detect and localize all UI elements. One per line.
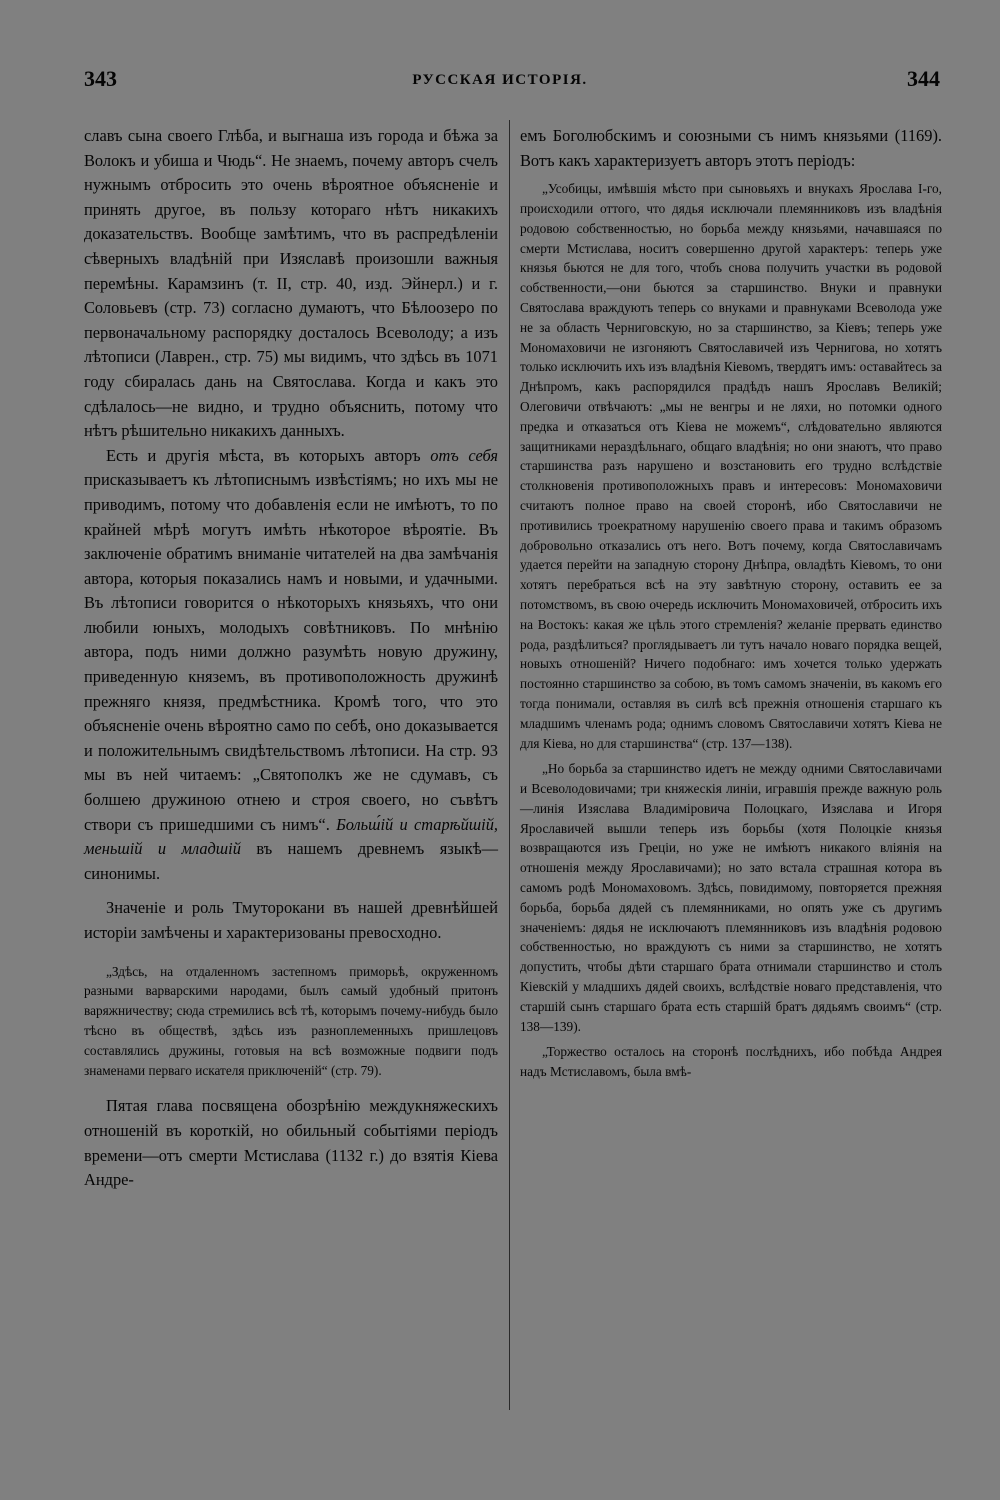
block-quote: „Здѣсь, на отдаленномъ застепномъ приморьѣ, окруженномъ разными варварскими народами, былъ самый удобный притонъ варяжничеству; сюда стремились всѣ тѣ, которымъ почему-нибудь было тѣсно въ обществѣ, здѣсь изъ разноплеменныхъ пришлецовъ составлялись дружины, готовыя на всѣ возможные подвиги подъ знаменами перваго искателя приключеній“ (стр. 79). bbox=[84, 963, 498, 1078]
text-run: Есть и другія мѣста, въ которыхъ авторъ bbox=[106, 445, 431, 465]
block-quote: „Но борьба за старшинство идетъ не между одними Святославичами и Всеволодовичами; три княжескія линіи, игравшія прежде важную роль—линія Изяслава Владиміровича Полоцкаго, Изяслава и Игоря Ярославичей вышли теперь изъ борьбы (хотя Полоцкіе князья возвращаются изъ Греціи, но уже не имѣютъ никакого вліянія на отношенія между Ярославичами); но зато встала страшная котора въ самомъ родѣ Мономаховомъ. Здѣсь, повидимому, повторяется прежняя борьба, борьба дядей съ племянниками, но опять уже съ другимъ значеніемъ: дядья не исключаютъ племянниковъ изъ владѣнія родовою собственностью, но враждуютъ съ ними за старшинство, не хотятъ допустить, чтобы дѣти старшаго брата отнимали старшинство и столъ Кіевскій у младшихъ дядей своихъ, вслѣдствіе новаго представленія, что старшій сынъ старшаго брата есть старшій братъ дядьямъ своимъ“ (стр. 138—139). bbox=[520, 761, 942, 1034]
running-title: РУССКАЯ ИСТОРІЯ. bbox=[412, 72, 588, 88]
paragraph bbox=[84, 444, 498, 887]
paragraph: славъ сына своего Глѣба, и выгнаша изъ города и бѣжа за Волокъ и убиша и Чюдь“. Не знаемъ, почему авторъ счелъ нужнымъ отбросить это очень вѣроятное объясненіе и принять другое, въ пользу котораго нѣтъ никакихъ доказательствъ. Вообще замѣтимъ, что въ распредѣленіи сѣверныхъ владѣній при Изяславѣ произошли важныя перемѣны. Карамзинъ (т. II, стр. 40, изд. Эйнерл.) и г. Соловьевъ (стр. 73) согласно думаютъ, что Бѣлоозеро по первоначальному распорядку досталось Всеволоду; а изъ лѣтописи (Лаврен., стр. 75) мы видимъ, что здѣсь въ 1071 году сбиралась дань на Святослава. Когда и какъ это сдѣлалось—не видно, и трудно объяснить, потому что нѣтъ рѣшительно никакихъ данныхъ. bbox=[84, 126, 498, 441]
block-quote: „Усобицы, имѣвшія мѣсто при сыновьяхъ и внукахъ Ярослава I-го, происходили оттого, что дядья исключали племянниковъ изъ владѣнія родовою собственностью, но борьба между князьями, начавшаяся по смерти Мстислава, носитъ совершенно другой характеръ: теперь уже князья бьются не для того, чтобъ снова получить участки въ родовой собственности,—они бьются за старшинство. Внуки и правнуки Святослава враждуютъ теперь со внуками и правнуками Всеволода уже не за область Черниговскую, но за старшинство, за Кіевъ; теперь уже Мономаховичи не изгоняютъ Святославичей изъ Чернигова, но хотятъ только исключить ихъ изъ владѣнія Кіевомъ, твердятъ имъ: оставайтесь за Днѣпромъ, какъ распорядился прадѣдъ нашъ Ярославъ Великій; Олеговичи отвѣчаютъ: „мы не венгры и не ляхи, но потомки одного предка и отказаться отъ Кіева не можемъ“, слѣдовательно являются защитниками нераздѣльнаго, общаго владѣнія; но они знаютъ, что право старшинства разъ нарушено и возстановить его трудно вслѣдствіе столкновенія противоположныхъ правъ и интересовъ: Мономаховичи считаютъ полное право на своей сторонѣ, ибо Святославичи не противились троекратному нарушенію своего права и такимъ образомъ добровольно отказались отъ него. Вотъ почему, когда Святославичамъ удается перейти на западную сторону Днѣпра, овладѣть Кіевомъ, то они хотятъ перебраться всѣ на эту завѣтную сторону, оставить ее за потомствомъ, въ свою очередь исключить Мономаховичей, отбросить ихъ на Востокъ: какая же цѣль этого стремленія? желаніе прервать единство рода, раздѣлиться? проглядываетъ ли тутъ начало новаго порядка вещей, новыхъ отношеній? Ничего подобнаго: имъ хочется только удержать постоянно старшинство за собою, въ томъ самомъ значеніи, въ какомъ его тогда понимали, оставляя въ силѣ всѣ прежнія отношенія старшаго къ младшимъ членамъ рода; однимъ словомъ Святославичи хотятъ Кіева не для Кіева, но для старшинства“ (стр. 137—138). bbox=[520, 181, 942, 751]
column-divider bbox=[509, 120, 510, 1410]
italic-text: отъ себя bbox=[430, 445, 498, 465]
paragraph: Пятая глава посвящена обозрѣнію междукняжескихъ отношеній въ короткій, но обильный событіями періодъ времени—отъ смерти Мстислава (1132 г.) до взятія Кіева Андре- bbox=[84, 1096, 498, 1190]
text-run: присказываетъ къ лѣтописнымъ извѣстіямъ; но ихъ мы не приводимъ, потому что добавленія если не имѣютъ, то по крайней мѣрѣ могутъ имѣть нѣкоторое вѣроятіе. Въ заключеніе обратимъ вниманіе читателей на два замѣчанія автора, которыя показались намъ и новыми, и удачными. Въ лѣтописи говорится о нѣкоторыхъ князьяхъ, что они любили юныхъ, молодыхъ совѣтниковъ. По мнѣнію автора, подъ ними должно разумѣть новую дружину, приведенную княземъ, въ противоположность дружинѣ прежняго князя, предмѣстника. Кромѣ того, что это объясненіе очень вѣроятно само по себѣ, оно доказывается и положительнымъ свидѣтельствомъ лѣтописи. На стр. 93 мы въ ней читаемъ: „Святополкъ же не сдумавъ, съ болшею дружиною отнею и строя своего, но съвѣтъ створи съ пришедшими съ нимъ“. bbox=[84, 470, 498, 834]
text-run: въ нашемъ древнемъ языкѣ—синонимы. bbox=[84, 839, 498, 883]
block-quote: „Торжество осталось на сторонѣ послѣднихъ, ибо побѣда Андрея надъ Мстиславомъ, была вмѣ- bbox=[520, 1044, 942, 1080]
paragraph: емъ Боголюбскимъ и союзными съ нимъ князьями (1169). Вотъ какъ характеризуетъ авторъ этотъ періодъ: bbox=[520, 126, 942, 170]
page-number-right: 344 bbox=[907, 66, 940, 91]
paragraph: Значеніе и роль Тмуторокани въ нашей древнѣйшей исторіи замѣчены и характеризованы превосходно. bbox=[84, 898, 498, 942]
page-number-left: 343 bbox=[84, 66, 117, 91]
left-column bbox=[84, 124, 498, 1193]
italic-text: Больш́ій и старѣйшій, меньшій и младшій bbox=[84, 814, 498, 859]
right-column bbox=[520, 124, 942, 1082]
